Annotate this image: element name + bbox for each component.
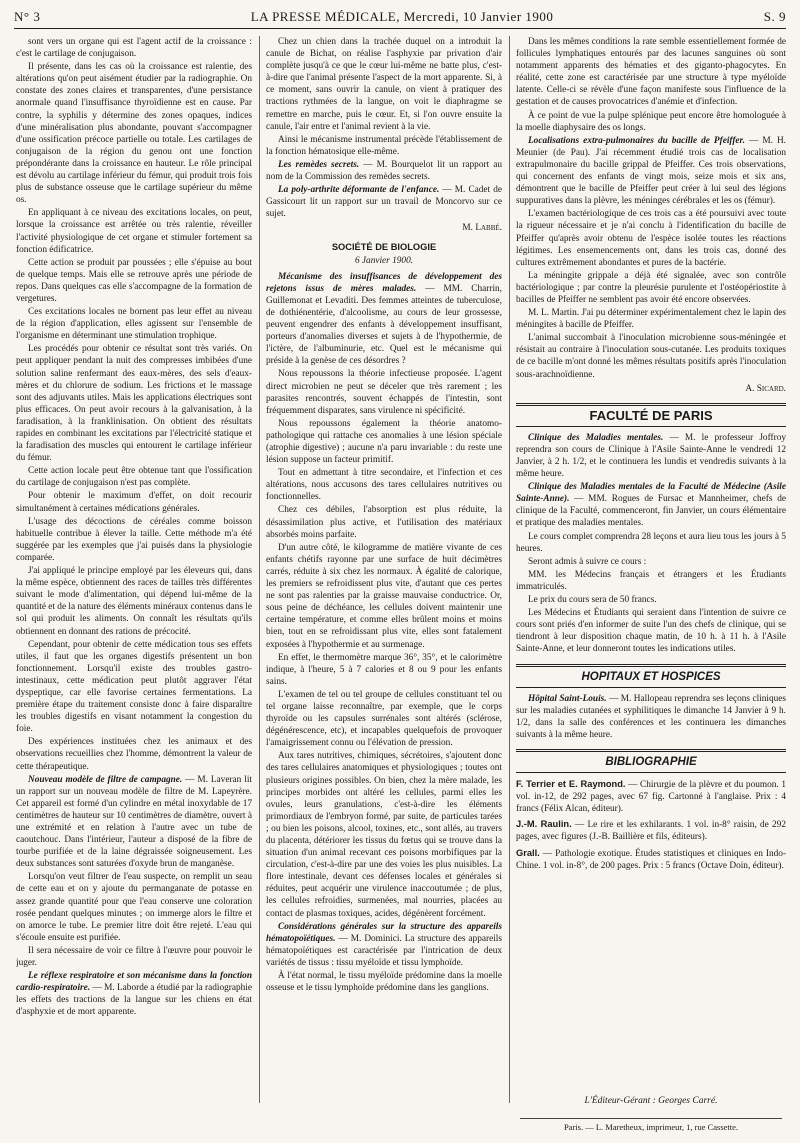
paragraph: L'animal succombait à l'inoculation microbienne sous-méningée et résistait au contraire à l'inoculation sous-cutanée. Les produits toxiques de ce bacille m'ont donné les mêmes résultats positifs après l'inoculation sous-arachnoïdienne. — [516, 333, 786, 380]
notice-heading: Clinique des Maladies mentales. — [528, 432, 664, 443]
article-polyarthrite — [266, 184, 502, 220]
paragraph: À l'état normal, le tissu myéloïde prédomine dans la moelle osseuse et le tissu lymphoïde prédomine dans les ganglions. — [266, 971, 502, 994]
book-author: Grall. — [516, 847, 540, 858]
paragraph: La méningite grippale a déjà été signalée, avec son contrôle bactériologique ; par contre la pleurésie purulente et l'ostéopériostite à bacilles de Pfeiffer ne semblent pas avoir été encore observées. — [516, 270, 786, 305]
paragraph: Il sera nécessaire de voir ce filtre à l'œuvre pour pouvoir le juger. — [16, 945, 252, 969]
paragraph: Le cours complet comprendra 28 leçons et aura lieu tous les jours à 5 heures. — [516, 531, 786, 554]
bibliography-entry — [516, 778, 786, 815]
article-filtre — [16, 774, 252, 871]
paragraph: Aux tares nutritives, chimiques, sécrétoires, s'ajoutent donc des tares cellulaires anatomiques et physiologiques ; toutes ont plusieurs origines possibles. On bien, chez la mère malade, les principes morbides ont altéré les cellules, parmi elles les ovules, leurs granulations, c'est-à-dire les éléments primordiaux de l'embryon formé, par suite, de particules tarées ; ou bien les poisons, alcool, toxines, etc., sont allés, au travers du placenta, détériorer les tissus du fœtus qui se trouve dans la situation d'un animal recevant ces poisons morbifiques par la circulation, c'est-à-dire par une des voies les plus nuisibles. La flore intestinale, devant ces défenses locales et générales si réduites, peut acquérir une virulence inaccoutumée ; de plus, les cellules refroidies, surmenées, mal nourries, placées au contact de plasmas toxiques, acides, dégénèrent forcément. — [266, 751, 502, 919]
paragraph: Cette action se produit par poussées ; elle s'épuise au bout de quelque temps. Mais elle se retrouve après une période de repos. Dans quelques cas elle s'accompagne de la formation de vergetures. — [16, 257, 252, 304]
book-author: J.-M. Raulin. — [516, 819, 572, 830]
section-title: SOCIÉTÉ DE BIOLOGIE — [331, 241, 437, 252]
column-divider — [259, 36, 260, 1103]
book-details: — Le rire et les exhilarants. 1 vol. in-8° raisin, de 292 pages, avec figures (J.-B. Baillière et fils, éditeurs). — [516, 820, 786, 843]
notice-heading: Hôpital Saint-Louis. — [528, 693, 607, 704]
article-pfeiffer — [516, 135, 786, 208]
column-divider — [509, 36, 510, 1103]
article-remedes — [266, 159, 502, 183]
paragraph: Les Médecins et Étudiants qui seraient dans l'intention de suivre ce cours sont priés d'en informer de suite l'un des chefs de clinique, qui se tiendront à leur disposition chaque matin, de 10 h. à 11 h. à l'Asile Sainte-Anne, et leur donneront toutes les indications utiles. — [516, 608, 786, 655]
paragraph: Nous repoussons également la théorie anatomo-pathologique qui rattache ces anomalies à une lésion spéciale (atrophie digestive) ; aucune n'a paru invariable : du reste une lésion suppose un facteur primitif. — [266, 418, 502, 466]
article-text: — M. Laveran lit un rapport sur un nouveau modèle de filtre de M. Lapeyrère. Cet appareil est formé d'un cylindre en métal inoxydable de 17 centimètres de hauteur sur 10 centimètres de diamètre, ouvert à une extrémité et en relation à l'autre avec un tube de caoutchouc. Dans l'intérieur, l'auteur a disposé de la fibre de tourbe purifiée et de la laine dégraissée soigneusement. Les deux substances sont saturées d'oxyde brun de manganèse. — [16, 774, 252, 870]
book-author: F. Terrier et E. Raymond. — [516, 779, 626, 790]
article-text: — M. Cadet de Gassicourt lit un rapport sur un travail de Moncorvo sur ce sujet. — [266, 185, 502, 220]
paragraph: D'un autre côté, le kilogramme de matière vivante de ces enfants chétifs rayonne par une surface de huit décimètres carrés, réduite à six chez les normaux. À égalité de calorique, les premiers se refroidissent plus vite, d'autant que ces pertes ne sont pas ralenties par la graisse mauvaise conductrice. Or, sous peine de déchéance, les cellules doivent maintenir une certaine température, et comme elles brûlent moins et moins bien, tout en se refroidissant plus vite, elles sont fatalement exposées à l'hypothermie et au surmenage. — [266, 542, 502, 650]
paragraph: Chez ces débiles, l'absorption est plus réduite, la désassimilation plus active, et l'utilisation des matériaux absorbés moins parfaite. — [266, 505, 502, 540]
section-date: 6 Janvier 1900. — [354, 255, 414, 266]
paragraph: Cependant, pour obtenir de cette médication tous ses effets utiles, il faut que les organes digestifs présentent un bon fonctionnement. Lorsqu'il existe des troubles gastro-intestinaux, cette médication peut plutôt aggraver l'état dyspeptique, car elle favorise certaines fermentations. La première étape du traitement consiste donc à faire disparaître les troubles digestifs en visant notamment la congestion du foie. — [16, 639, 252, 735]
paragraph: L'examen de tel ou tel groupe de cellules constituant tel ou tel organe laisse reconnaître, par exemple, que le corps thyroïde ou les capsules surrénales sont altérés (sclérose, dégénérescence, etc), et incapables quelquefois de provoquer l'amaigrissement connu ou l'élévation de pression. — [266, 689, 502, 749]
article-heading: Les remèdes secrets. — [278, 159, 360, 170]
paragraph: Nous repoussons la théorie infectieuse proposée. L'agent direct microbien ne peut se déceler que très rarement ; les parasites rencontrés, souvent échappés de l'intestin, sont fréquemment disparates, sans virulence ni spécificité. — [266, 369, 502, 416]
article-heading: Mécanisme des insuffisances de développement des rejetons issus de mères malades. — [266, 271, 502, 294]
paragraph: L'usage des décoctions de céréales comme boisson habituelle contribue à élever la taille. Cette méthode m'a été suggérée par les exemples que j'ai puisés dans la physiologie comparée. — [16, 516, 252, 563]
paragraph: Des expériences instituées chez les animaux et des observations recueillies chez l'homme, démontrent la valeur de cette thérapeutique. — [16, 737, 252, 772]
paragraph: L'examen bactériologique de ces trois cas a été poursuivi avec toute la rigueur nécessaire et je n'ai conclu à l'identification du bacille de Pfeiffer qu'après avoir obtenu de l'espèce isolée toutes les réactions légitimes. Les ensemencements ont, dans les trois cas, donné des cultures extrêmement abondantes et pures de la bactérie. — [516, 209, 786, 268]
article-text: — MM. Charrin, Guillemonat et Levaditi. Des femmes atteintes de tuberculose, de dothiénentérie, d'alcoolisme, au cours de leur grossesse, peuvent engendrer des enfants à développement insuffisant, porteurs d'anomalies diverses et sujets à de l'hypothermie, de l'ictère, de l'albuminurie, etc. Quel est le mécanisme qui préside à la genèse de ces désordres ? — [266, 283, 502, 367]
paragraph: Seront admis à suivre ce cours : — [528, 556, 647, 567]
signature: A. Sicard. — [745, 383, 786, 394]
notice-heading: Clinique des Maladies mentales de la Faculté de Médecine (Asile Sainte-Anne). — [516, 482, 786, 505]
paragraph: J'ai appliqué le principe employé par les éleveurs qui, dans la même espèce, obtiennent des races de tailles très différentes suivant le mode d'alimentation, qui dépend lui-même de la quantité et de la nature des éléments minéraux contenus dans le sol qui produit les aliments. On connaît les résultats qu'ils obtiennent en donnant des rations de précocité. — [16, 566, 252, 637]
column-middle — [266, 36, 502, 1103]
paragraph: Chez un chien dans la trachée duquel on a introduit la canule de Bichat, on réalise l'asphyxie par privation d'air complète jusqu'à ce que le cœur lui-même ne batte plus, c'est-à-dire que l'animal présente l'aspect de la mort apparente. Si, à ce moment, sans ouvrir la canule, on vient à pratiquer des tractions rythmées de la langue, on voit le diaphragme se remettre en marche, puis le cœur. Et, si l'on ouvre ensuite la canule, l'air entre et l'animal revient à la vie. — [266, 37, 502, 132]
notice-text: — M. le professeur Joffroy reprendra son cours de Clinique à l'Asile Sainte-Anne le vendredi 12 Janvier, à 2 h. 1/2, et le continuera les lundis et vendredis suivants à la même heure. — [516, 432, 786, 480]
article-heading: Localisations extra-pulmonaires du bacille de Pfeiffer. — [528, 135, 745, 146]
paragraph: Ainsi le mécanisme instrumental précède l'établissement de la fonction hématosique elle-même. — [266, 134, 502, 157]
paragraph: À ce point de vue la pulpe splénique peut encore être homologuée à la moelle diaphysaire des os longs. — [516, 110, 786, 133]
page-header — [14, 6, 786, 29]
book-details: — Chirurgie de la plèvre et du poumon. 1 vol. in-12, de 292 pages, avec 67 fig. Cartonné à l'anglaise. Prix : 4 francs (Félix Alcan, éditeur). — [516, 780, 786, 815]
paragraph: Pour obtenir le maximum d'effet, on doit recourir simultanément à certaines médications générales. — [16, 491, 252, 514]
paragraph: Les procédés pour obtenir ce résultat sont très variés. On peut appliquer pendant la nuit des compresses imbibées d'une solution saline renfermant des eaux-mères, des sels d'eaux-mères et du chlorure de sodium. Les frictions et le massage sont des adjuvants utiles. Mais les applications électriques sont plus efficaces. On peut avoir recours à la galvanisation, à la faradisation, à la franklinisation. On obtient des résultats rapides en combinant les excitations par l'électricité statique et la faradisation des muscles qui entourent le cartilage inférieur du fémur. — [16, 344, 252, 464]
paragraph: Tout en admettant à titre secondaire, et l'infection et ces altérations, nous accusons des tares cellulaires nutritives ou fonctionnelles. — [266, 468, 502, 503]
paragraph: Ces excitations locales ne bornent pas leur effet au niveau de la région d'application, elles agissent sur l'ensemble de l'organisme en déterminant une stimulation trophique. — [16, 307, 252, 342]
notice-text: — M. Hallopeau reprendra ses leçons cliniques sur les maladies cutanées et syphilitiques le dimanche 14 Janvier à 9 h. 1/2, dans la salle des conférences et les continuera les dimanches suivants à la même heure. — [516, 693, 786, 740]
column-right — [516, 36, 786, 1103]
bibliographie-heading: BIBLIOGRAPHIE — [516, 749, 786, 773]
paragraph: sont vers un organe qui est l'agent actif de la croissance : c'est le cartilage de conjugaison. — [16, 37, 252, 60]
notice-saint-louis — [516, 693, 786, 741]
article-hematopoietiques — [266, 921, 502, 969]
article-reflexe — [16, 970, 252, 1018]
hopitaux-heading: HOPITAUX ET HOSPICES — [516, 664, 786, 688]
sheet-number: S. 9 — [763, 9, 786, 24]
journal-title: LA PRESSE MÉDICALE, Mercredi, 10 Janvier 1900 — [250, 9, 554, 24]
paragraph: Dans les mêmes conditions la rate semble essentiellement formée de follicules lymphatiques entourés par des lacunes sanguines où sont notamment apparents des hématies et des giganto-phagocytes. En réalité, cette zone est caractérisée par une structure à type myéloïde latente. Celle-ci se révèle d'une façon manifeste sous l'influence de la gestation et de causes provocatrices d'anémie et d'infection. — [516, 37, 786, 108]
paragraph: Lorsqu'on veut filtrer de l'eau suspecte, on remplit un seau de cette eau et on y ajoute du permanganate de potasse en assez grande quantité pour que l'eau conserve une coloration rosée pendant quelques minutes ; on immerge alors le filtre et on amorce le tube. Le premier litre doit être rejeté. L'eau qui s'écoule ensuite est purifiée. — [16, 872, 252, 943]
bibliography-entry — [516, 847, 786, 872]
page-number: N° 3 — [14, 9, 41, 24]
paragraph: Cette action locale peut être obtenue tant que l'ossification du cartilage de conjugaison n'est pas complète. — [16, 466, 252, 489]
notice-text: — MM. Rogues de Fursac et Mannheimer, chefs de clinique de la Faculté, commenceront, fin Janvier, un cours élémentaire et pratique des maladies mentales. — [516, 494, 786, 529]
notice-clinique — [516, 432, 786, 480]
article-text: — M. Bourquelot lit un rapport au nom de la Commission des remèdes secrets. — [266, 159, 502, 183]
bibliography-entry — [516, 818, 786, 843]
paragraph: Le prix du cours sera de 50 francs. — [528, 595, 657, 606]
article-heading: Le réflexe respiratoire et son mécanisme dans la fonction cardio-respiratoire. — [16, 971, 252, 994]
article-mecanisme — [266, 271, 502, 368]
paragraph: MM. les Médecins français et étrangers et les Étudiants immatriculés. — [516, 569, 786, 592]
book-details: — Pathologie exotique. Études statistiques et cliniques en Indo-Chine. 1 vol. in-8°, de 200 pages. Prix : 5 francs (Octave Doin, éditeur). — [516, 848, 786, 871]
paragraph: En appliquant à ce niveau des excitations locales, on peut, lorsque la croissance est arrêtée ou très ralentie, réveiller l'activité physiologique de cet organe et stimuler fortement sa fonction édificatrice. — [16, 208, 252, 255]
notice-clinique-faculte — [516, 481, 786, 529]
column-left — [16, 36, 252, 1103]
paragraph: En effet, le thermomètre marque 36°, 35°, et le calorimètre indique, à l'heure, 5 à 7 calories et 8 ou 9 pour les enfants sains. — [266, 652, 502, 687]
article-heading: Considérations générales sur la structure des appareils hématopoïétiques. — [266, 921, 502, 944]
faculte-heading: FACULTÉ DE PARIS — [516, 403, 786, 427]
paragraph: Il présente, dans les cas où la croissance est ralentie, des altérations qu'on peut aisément étudier par la radiographie. On constate des zones claires et transparentes, d'une persistance anormale quand l'insuffisance thyroïdienne est en cause. Par contre, la syphilis y détermine des zones opaques, indices d'une minéralisation plus abondante, pouvant s'accompagner d'une ossification précoce partielle ou totale. Les cartilages de conjugaison de la région du genou ont une fonction prépondérante dans la croissance en hauteur. Le rôle principal est dévolu au cartilage inférieur du fémur, qui produit trois fois plus de substance osseuse que le cartilage supérieur du même os. — [16, 62, 252, 206]
article-text: — M. H. Meunier (de Pau). J'ai récemment étudié trois cas de localisation extrapulmonaire du bacille grippal de Pfeiffer. Ces trois observations, qui concernent des enfants de vingt mois, seize mois et six ans, démontrent que le bacille de Pfeiffer peut créer à lui seul des légions suppuratives dans la plèvre, les méninges cérébrales et les os (fémur). — [516, 135, 786, 207]
paragraph: M. L. Martin. J'ai pu déterminer expérimentalement chez le lapin des méningites à bacille de Pfeiffer. — [516, 308, 786, 331]
article-text: — M. Laborde a étudié par la radiographie les effets des tractions de la langue sur les chiens en état d'asphyxie et de mort apparente. — [16, 983, 252, 1018]
printer-line: Paris. — L. Maretheux, imprimeur, 1, rue Cassette. — [520, 1118, 782, 1132]
signature: M. Labbé. — [462, 223, 502, 234]
article-text: — M. Dominici. La structure des appareils hématopoïétiques est caractérisée par l'intrication de deux variétés de tissus : tissu myéloïde et tissu lymphoïde. — [266, 933, 502, 968]
article-heading: La poly-arthrite déformante de l'enfance. — [278, 185, 440, 196]
article-heading: Nouveau modèle de filtre de campagne. — [28, 774, 183, 785]
editor-line: L'Éditeur-Gérant : Georges Carré. — [584, 1096, 718, 1106]
